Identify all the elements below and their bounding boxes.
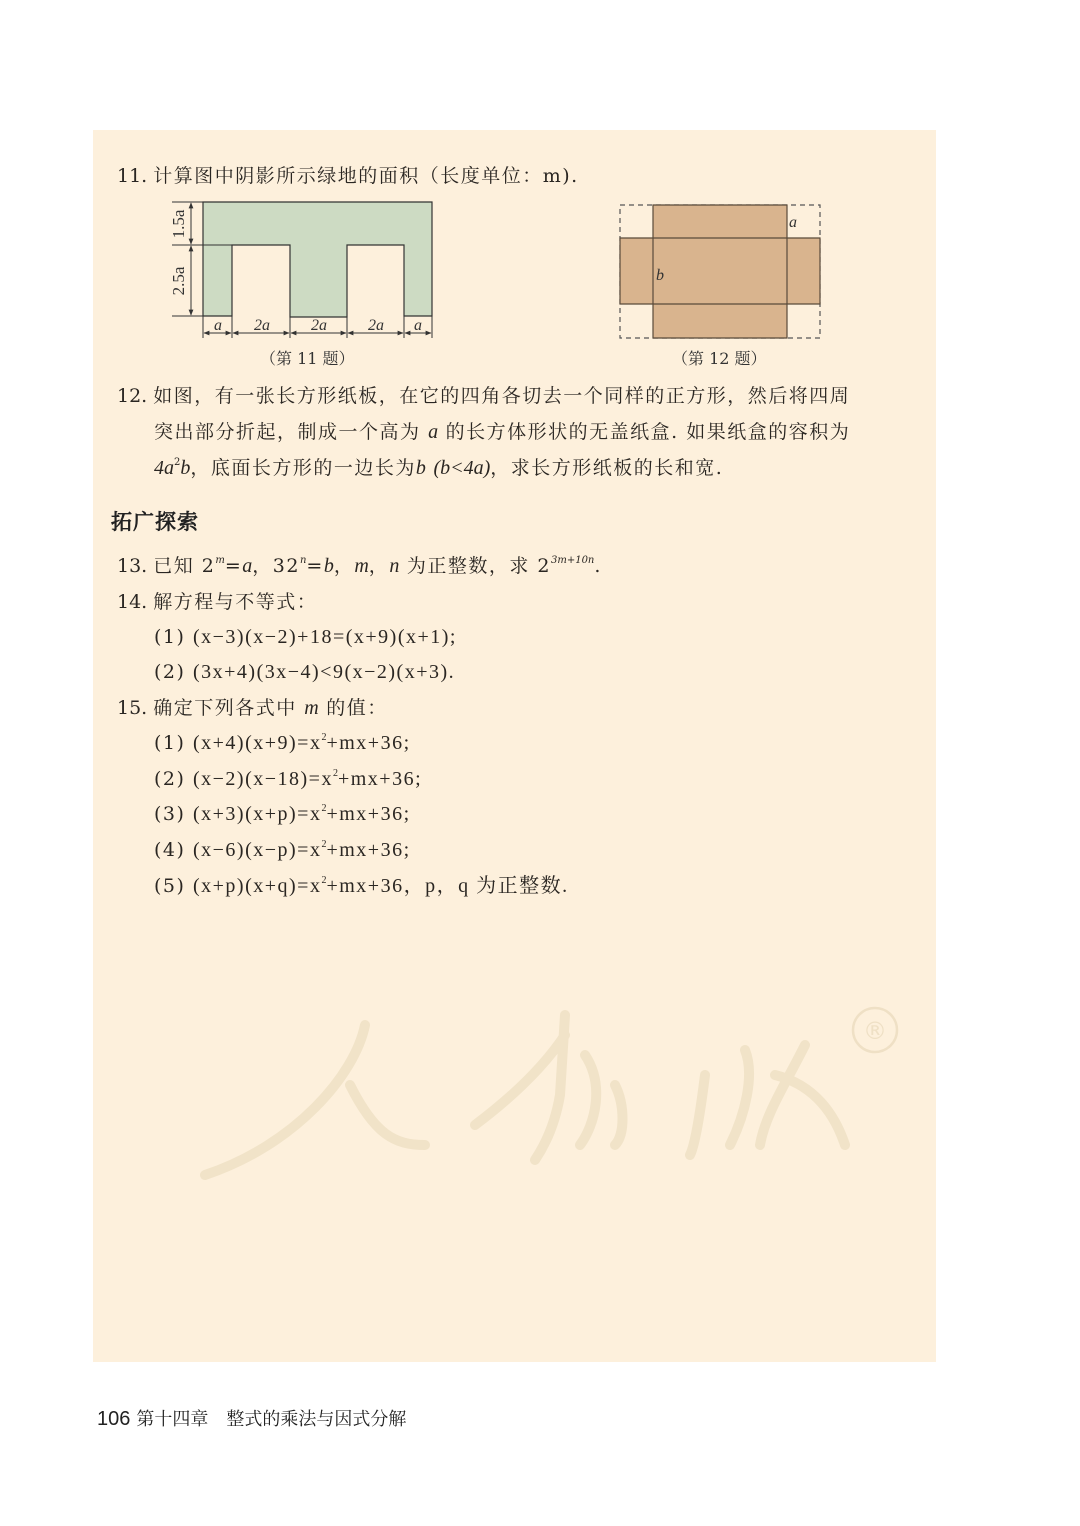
item-rhs: +mx+36;: [337, 768, 423, 790]
svg-text:2.5a: [169, 266, 188, 295]
item-rhs: +mx+36，p，q 为正整数.: [326, 875, 569, 897]
chapter-label: 第十四章: [136, 1409, 209, 1430]
dim-label-top-height: 1.5a: [169, 209, 188, 239]
label-b: b: [656, 267, 664, 284]
text: 确定下列各式中: [153, 697, 297, 719]
figure-12-caption: （第 12 题）: [672, 349, 767, 368]
figure-12-box-net: [610, 195, 830, 345]
text: .: [594, 555, 602, 577]
problem-15-item-4: [154, 838, 411, 862]
item-lhs: (x+3)(x+p)=x: [192, 803, 322, 825]
problem-14-item-2: [154, 660, 455, 684]
variable: a: [242, 555, 253, 577]
dim-label-w1: a: [214, 317, 222, 334]
dim-label-w3: 2a: [311, 317, 327, 334]
dim-label-w4: 2a: [368, 317, 384, 334]
text: ，底面长方形的一边长为: [190, 457, 416, 479]
item-rhs: +mx+36;: [326, 839, 411, 861]
item-lhs: (x−6)(x−p)=x: [192, 839, 322, 861]
problem-text: 如图，有一张长方形纸板，在它的四角各切去一个同样的正方形，然后将四周: [153, 385, 851, 407]
exponent: 2: [321, 839, 327, 850]
exponent: 2: [332, 768, 338, 779]
problem-15-item-1: [154, 731, 411, 755]
item-lhs: (x+4)(x+9)=x: [192, 732, 322, 754]
variable: m: [354, 555, 369, 577]
problem-number: 12.: [117, 385, 148, 407]
problem-number: 14.: [117, 591, 148, 613]
registered-mark: ®: [863, 1017, 887, 1045]
exponent: 2: [321, 803, 327, 814]
variable: a: [428, 421, 439, 443]
problem-15-item-2: [154, 767, 422, 791]
publisher-watermark: [185, 995, 905, 1185]
problem-number: 11.: [117, 165, 148, 187]
problem-text: 解方程与不等式：: [153, 591, 318, 613]
item-expression: (x−3)(x−2)+18=(x+9)(x+1);: [192, 626, 457, 648]
problem-14: [117, 590, 317, 614]
text: 已知 2: [153, 555, 216, 577]
problem-15-item-5: [154, 874, 569, 898]
item-label: (5): [154, 875, 186, 897]
text: 为正整数，求 2: [399, 555, 551, 577]
exponent: 2: [321, 732, 327, 743]
text: =: [224, 555, 243, 577]
item-lhs: (x−2)(x−18)=x: [192, 768, 333, 790]
page-footer: [97, 1405, 406, 1431]
dim-label-w2: 2a: [254, 317, 270, 334]
text: ，32: [252, 555, 300, 577]
variable: m: [304, 697, 319, 719]
text: ，求长方形纸板的长和宽.: [490, 457, 724, 479]
problem-number: 15.: [117, 697, 148, 719]
expression: 4a: [154, 457, 174, 479]
item-lhs: (x+p)(x+q)=x: [192, 875, 322, 897]
chapter-title: 整式的乘法与因式分解: [226, 1409, 407, 1430]
item-label: (3): [154, 803, 186, 825]
page-number: 106: [97, 1408, 131, 1430]
problem-12-line-2: [154, 420, 850, 444]
item-label: (4): [154, 839, 186, 861]
condition: (b<4a): [433, 457, 491, 479]
figure-11-green-area: [160, 195, 450, 345]
exponent: m: [215, 555, 225, 566]
variable: b: [415, 457, 426, 479]
item-label: (2): [154, 661, 186, 683]
item-label: (1): [154, 626, 186, 648]
problem-12-line-1: [117, 384, 850, 408]
item-label: (2): [154, 768, 186, 790]
text: 突出部分折起，制成一个高为: [154, 421, 421, 443]
item-rhs: +mx+36;: [326, 732, 411, 754]
problem-11: [117, 164, 579, 188]
item-label: (1): [154, 732, 186, 754]
problem-13: [117, 554, 602, 578]
item-rhs: +mx+36;: [326, 803, 411, 825]
text: =: [306, 555, 324, 577]
figure-11-caption: （第 11 题）: [260, 349, 355, 368]
problem-15: [117, 696, 388, 720]
exponent: 3m+10n: [550, 555, 595, 566]
variable: b: [180, 457, 191, 479]
dim-label-w5: a: [414, 317, 422, 334]
problem-12-line-3: [154, 456, 723, 480]
exponent: n: [299, 555, 307, 566]
problem-number: 13.: [117, 555, 148, 577]
item-expression: (3x+4)(3x−4)<9(x−2)(x+3).: [192, 661, 456, 683]
exponent: 2: [321, 875, 327, 886]
text: ，: [333, 555, 355, 577]
section-title: 拓广探索: [111, 510, 199, 534]
svg-text:1.5a: [169, 209, 188, 238]
problem-14-item-1: [154, 625, 457, 649]
text: 的长方体形状的无盖纸盒. 如果纸盒的容积为: [445, 421, 851, 443]
variable: n: [389, 555, 400, 577]
dim-label-notch-height: 2.5a: [169, 266, 188, 296]
problem-text: 计算图中阴影所示绿地的面积（长度单位：m).: [153, 165, 579, 187]
text: ，: [368, 555, 390, 577]
exponent: 2: [174, 457, 181, 468]
variable: b: [323, 555, 334, 577]
problem-15-item-3: [154, 802, 411, 826]
text: 的值：: [326, 697, 388, 719]
label-a: a: [789, 214, 797, 231]
